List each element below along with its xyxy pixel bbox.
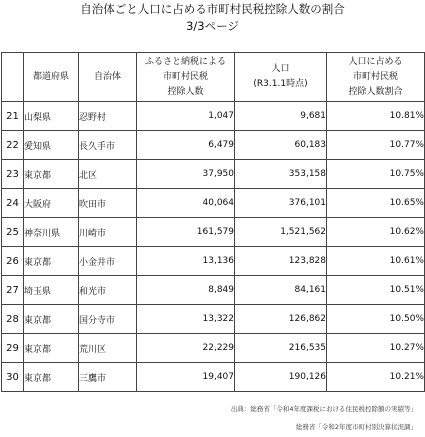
prefecture-cell: 神奈川県: [24, 218, 79, 247]
ratio-cell: 10.81%: [327, 102, 425, 131]
municipality-cell: 川崎市: [79, 218, 137, 247]
row-number: 28: [2, 305, 24, 334]
deduction-count-cell: 13,136: [137, 247, 235, 276]
population-cell: 9,681: [235, 102, 327, 131]
ratio-cell: 10.65%: [327, 189, 425, 218]
deduction-count-cell: 19,407: [137, 363, 235, 392]
source-note: 総務省「令和2年度市町村別決算状況調」: [295, 423, 417, 431]
row-number: 29: [2, 334, 24, 363]
municipality-cell: 国分寺市: [79, 305, 137, 334]
prefecture-cell: 愛知県: [24, 131, 79, 160]
row-number: 30: [2, 363, 24, 392]
municipality-cell: 三鷹市: [79, 363, 137, 392]
table-row: [2, 189, 425, 218]
row-number: 22: [2, 131, 24, 160]
row-number: 23: [2, 160, 24, 189]
table-row: [2, 363, 425, 392]
deduction-count-cell: 22,229: [137, 334, 235, 363]
header-no: [2, 53, 24, 102]
page-title: 自治体ごと人口に占める市町村民税控除人数の割合: [80, 2, 345, 16]
page-number: 3/3ページ: [186, 19, 239, 33]
municipality-cell: 北区: [79, 160, 137, 189]
header-ratio-line: 控除人数割合: [348, 86, 403, 97]
table-row: [2, 160, 425, 189]
ratio-cell: 10.62%: [327, 218, 425, 247]
deduction-count-cell: 13,322: [137, 305, 235, 334]
header-row: [2, 53, 425, 102]
row-number: 21: [2, 102, 24, 131]
ratio-cell: 10.75%: [327, 160, 425, 189]
municipality-cell: 小金井市: [79, 247, 137, 276]
row-number: 24: [2, 189, 24, 218]
header-ratio-line: 人口に占める: [348, 56, 403, 67]
prefecture-cell: 東京都: [24, 160, 79, 189]
population-cell: 84,161: [235, 276, 327, 305]
table-row: [2, 247, 425, 276]
deduction-count-cell: 40,064: [137, 189, 235, 218]
population-cell: 123,828: [235, 247, 327, 276]
prefecture-cell: 埼玉県: [24, 276, 79, 305]
table-row: [2, 276, 425, 305]
row-number: 25: [2, 218, 24, 247]
table-row: [2, 102, 425, 131]
header-ratio: [327, 53, 425, 102]
header-furusato-line: 控除人数: [167, 86, 204, 97]
ratio-cell: 10.50%: [327, 305, 425, 334]
population-cell: 1,521,562: [235, 218, 327, 247]
deduction-count-cell: 8,849: [137, 276, 235, 305]
table-row: [2, 131, 425, 160]
header-prefecture: 都道府県: [24, 53, 79, 102]
prefecture-cell: 東京都: [24, 305, 79, 334]
header-population-line: 人口: [271, 64, 290, 74]
ratio-cell: 10.61%: [327, 247, 425, 276]
municipality-cell: 和光市: [79, 276, 137, 305]
header-furusato-deduction: [137, 53, 235, 102]
population-cell: 353,158: [235, 160, 327, 189]
ratio-cell: 10.21%: [327, 363, 425, 392]
row-number: 27: [2, 276, 24, 305]
population-cell: 190,126: [235, 363, 327, 392]
deduction-count-cell: 37,950: [137, 160, 235, 189]
deduction-count-cell: 161,579: [137, 218, 235, 247]
deduction-count-cell: 6,479: [137, 131, 235, 160]
population-cell: 216,535: [235, 334, 327, 363]
ratio-cell: 10.51%: [327, 276, 425, 305]
municipality-cell: 長久手市: [79, 131, 137, 160]
header-population-line: (R3.1.1時点): [253, 79, 308, 89]
header-furusato-line: 市町村民税: [162, 71, 208, 82]
municipality-cell: 荒川区: [79, 334, 137, 363]
prefecture-cell: 東京都: [24, 363, 79, 392]
table-row: [2, 334, 425, 363]
ratio-cell: 10.27%: [327, 334, 425, 363]
municipality-cell: 忍野村: [79, 102, 137, 131]
prefecture-cell: 東京都: [24, 334, 79, 363]
header-population: [235, 53, 327, 102]
data-table: [1, 52, 425, 392]
prefecture-cell: 大阪府: [24, 189, 79, 218]
row-number: 26: [2, 247, 24, 276]
population-cell: 60,183: [235, 131, 327, 160]
ratio-cell: 10.77%: [327, 131, 425, 160]
table-row: [2, 218, 425, 247]
deduction-count-cell: 1,047: [137, 102, 235, 131]
table-row: [2, 305, 425, 334]
population-cell: 126,862: [235, 305, 327, 334]
prefecture-cell: 東京都: [24, 247, 79, 276]
header-municipality: 自治体: [79, 53, 137, 102]
header-ratio-line: 市町村民税: [352, 71, 398, 82]
population-cell: 376,101: [235, 189, 327, 218]
source-note: 出典：総務省「令和4年度課税における住民税控除額の実績等」: [230, 405, 417, 413]
header-furusato-line: ふるさと納税による: [144, 56, 226, 67]
prefecture-cell: 山梨県: [24, 102, 79, 131]
municipality-cell: 吹田市: [79, 189, 137, 218]
